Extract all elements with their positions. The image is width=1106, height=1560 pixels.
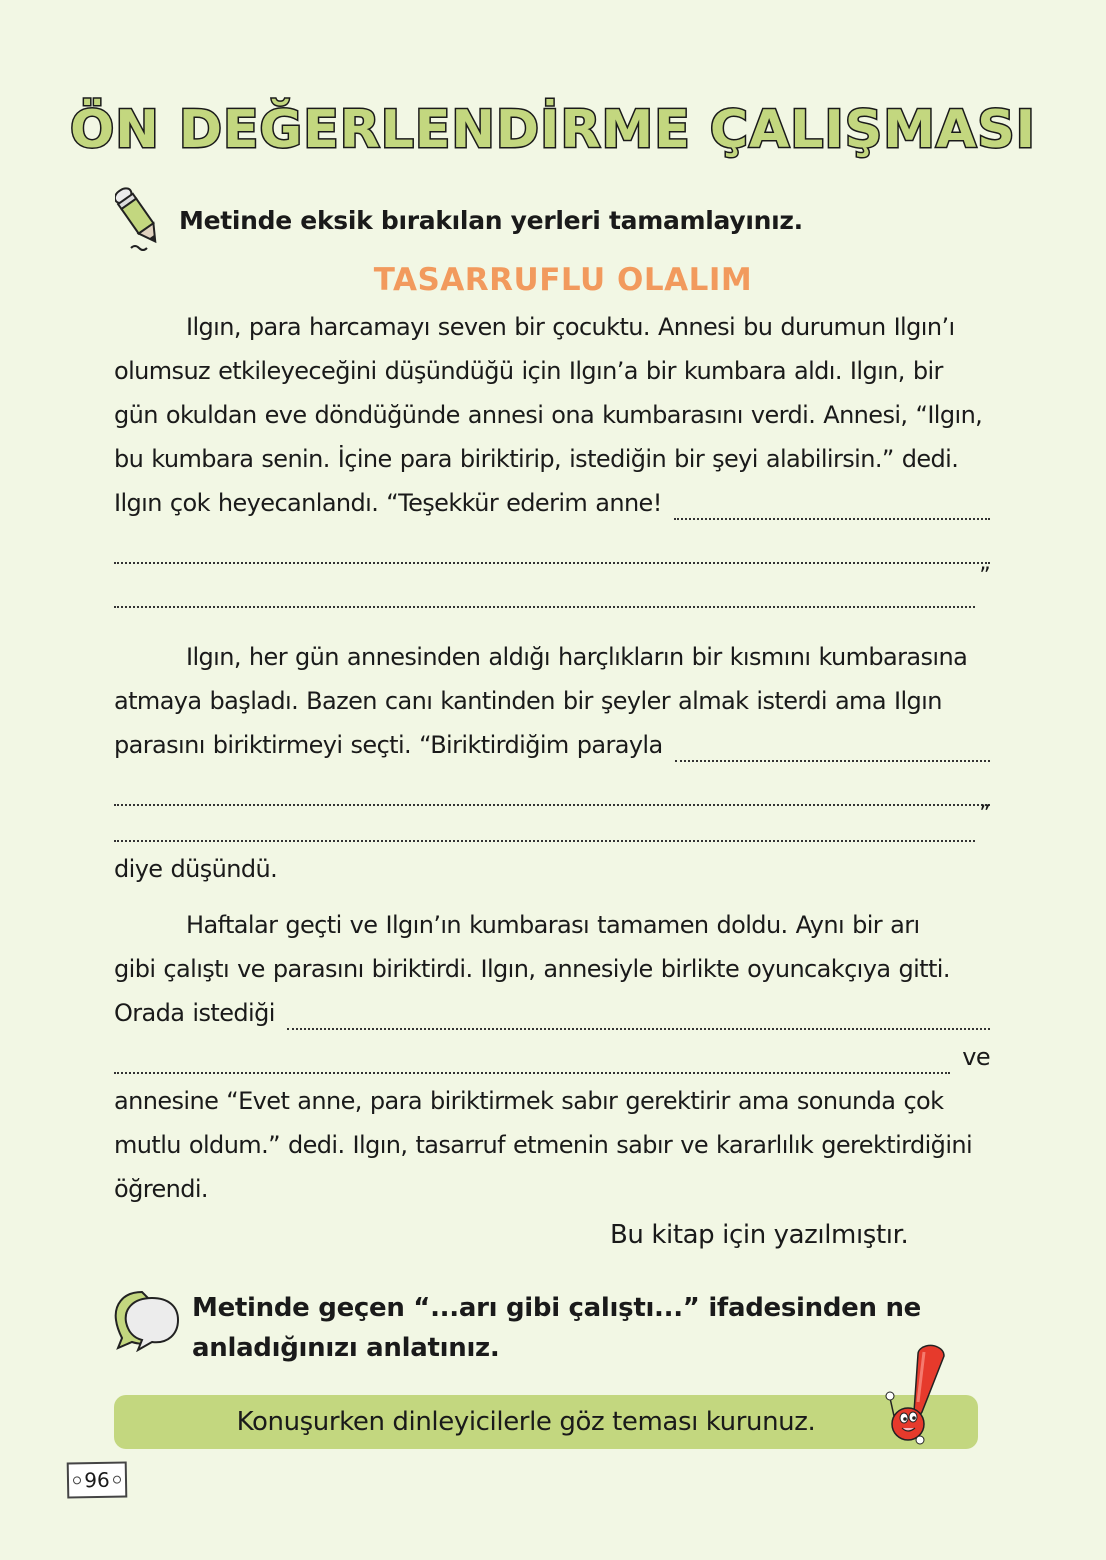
blank-line: [114, 525, 990, 569]
decorative-dot: [113, 1476, 121, 1484]
blank-line: [114, 564, 990, 613]
tip-banner: [114, 1395, 978, 1449]
blank-suffix: ve: [962, 1043, 990, 1071]
story-line: gün okuldan eve döndüğünde annesi ona kumbarasını verdi. Annesi, “Ilgın,: [114, 401, 983, 429]
blank-line: [114, 1035, 990, 1079]
page-number: 96: [67, 1461, 128, 1498]
question-text: Metinde geçen “...arı gibi çalıştı...” ifadesinden ne anladığınızı anlatınız.: [192, 1293, 921, 1363]
closing-quote: ”: [979, 802, 990, 827]
blank-field-2b[interactable]: [114, 804, 990, 806]
signature: Bu kitap için yazılmıştır.: [610, 1220, 909, 1250]
story-line: gibi çalıştı ve parasını biriktirdi. Ilgın, annesiyle birlikte oyuncakçıya gitti.: [114, 955, 950, 983]
exclamation-mascot-icon: [880, 1342, 952, 1452]
story-line: parasını biriktirmeyi seçti. “Biriktirdiğim parayla: [114, 723, 990, 767]
story-title: TASARRUFLU OLALIM: [373, 262, 753, 298]
story-body: [114, 305, 990, 1211]
story-line: Ilgın, her gün annesinden aldığı harçlıkların bir kısmını kumbarasına: [186, 643, 968, 671]
story-line: atmaya başladı. Bazen canı kantinden bir şeyler almak isterdi ama Ilgın: [114, 687, 942, 715]
blank-field-3a[interactable]: [287, 1028, 990, 1030]
closing-quote: ”: [979, 564, 990, 589]
blank-line: [114, 767, 990, 811]
story-line: Orada istediği: [114, 991, 990, 1035]
blank-field-1c[interactable]: [114, 606, 975, 608]
story-line: bu kumbara senin. İçine para biriktirip, istediğin bir şeyi alabilirsin.” dedi.: [114, 445, 959, 473]
decorative-dot: [73, 1476, 81, 1484]
blank-field-1a[interactable]: [674, 518, 990, 520]
page-title: ÖN DEĞERLENDİRME ÇALIŞMASI: [70, 100, 1036, 160]
story-line: diye düşündü.: [114, 855, 278, 883]
blank-line: [114, 802, 990, 847]
question: [112, 1288, 972, 1368]
tip-text: Konuşurken dinleyicilerle göz teması kurunuz.: [236, 1407, 816, 1437]
instruction: [115, 182, 803, 258]
story-line: annesine “Evet anne, para biriktirmek sabır gerektirir ama sonunda çok: [114, 1087, 944, 1115]
story-line: Ilgın çok heyecanlandı. “Teşekkür ederim anne!: [114, 481, 990, 525]
blank-field-3b[interactable]: [114, 1072, 950, 1074]
speech-bubbles-icon: [112, 1288, 182, 1356]
story-line: Haftalar geçti ve Ilgın’ın kumbarası tamamen doldu. Aynı bir arı: [186, 911, 920, 939]
story-line: öğrendi.: [114, 1175, 208, 1203]
pencil-icon: [115, 182, 165, 258]
blank-field-1b[interactable]: [114, 562, 990, 564]
instruction-text: Metinde eksik bırakılan yerleri tamamlayınız.: [179, 205, 803, 235]
story-line: mutlu oldum.” dedi. Ilgın, tasarruf etmenin sabır ve kararlılık gerektirdiğini: [114, 1131, 973, 1159]
story-line: Ilgın, para harcamayı seven bir çocuktu. Annesi bu durumun Ilgın’ı: [186, 313, 955, 341]
blank-field-2c[interactable]: [114, 840, 975, 842]
blank-field-2a[interactable]: [675, 760, 990, 762]
story-line: olumsuz etkileyeceğini düşündüğü için Ilgın’a bir kumbara aldı. Ilgın, bir: [114, 357, 943, 385]
